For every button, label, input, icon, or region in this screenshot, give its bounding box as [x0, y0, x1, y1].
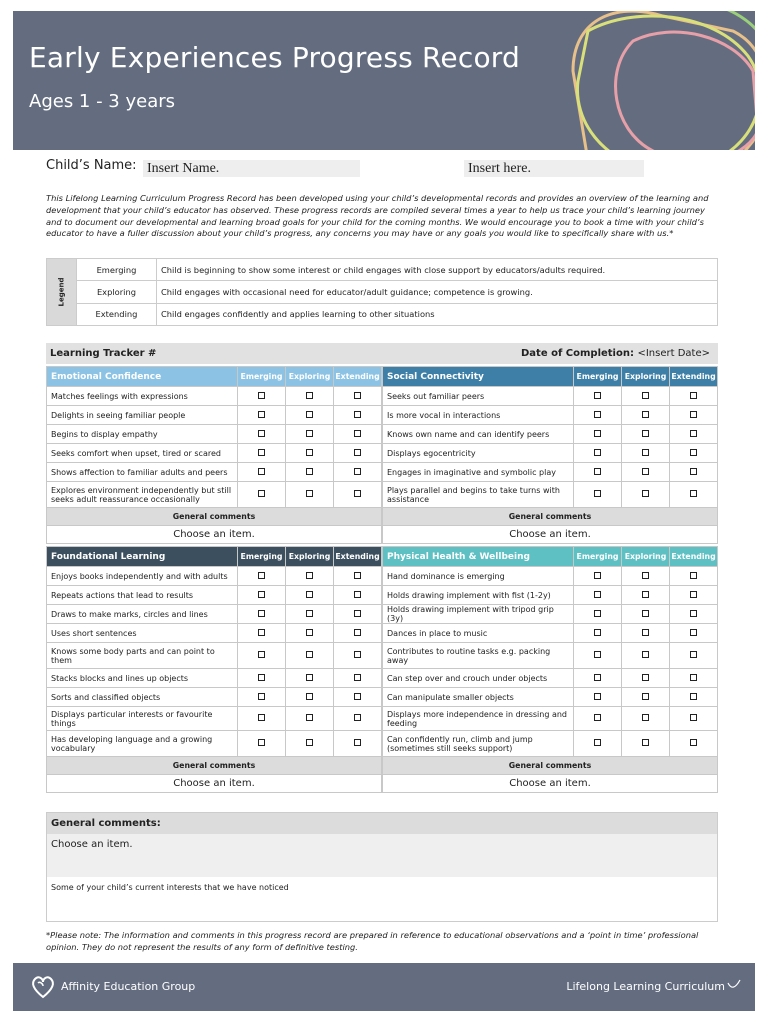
- checkbox-cell: [334, 643, 382, 669]
- checkbox-cell: [238, 425, 286, 444]
- checkbox-exploring[interactable]: [642, 610, 649, 617]
- checkbox-extending[interactable]: [354, 430, 361, 437]
- skill-label: Holds drawing implement with tripod grip (3y): [383, 605, 574, 624]
- table-row: [383, 624, 718, 643]
- skill-label: Can confidently run, climb and jump (sometimes still seeks support): [383, 731, 574, 757]
- skill-label: Can step over and crouch under objects: [383, 669, 574, 688]
- checkbox-cell: [574, 707, 622, 731]
- checkbox-cell: [670, 624, 718, 643]
- checkbox-exploring[interactable]: [642, 430, 649, 437]
- checkbox-extending[interactable]: [354, 629, 361, 636]
- skill-label: Begins to display empathy: [47, 425, 238, 444]
- affinity-logo-icon: [29, 975, 57, 999]
- level-header-extending: Extending: [670, 547, 718, 567]
- emotional-confidence-section: [46, 366, 382, 544]
- checkbox-cell: [574, 387, 622, 406]
- checkbox-extending[interactable]: [690, 411, 697, 418]
- checkbox-emerging[interactable]: [258, 468, 265, 475]
- skill-label: Uses short sentences: [47, 624, 238, 643]
- checkbox-cell: [622, 731, 670, 757]
- skill-label: Stacks blocks and lines up objects: [47, 669, 238, 688]
- checkbox-cell: [574, 669, 622, 688]
- checkbox-cell: [670, 605, 718, 624]
- checkbox-cell: [286, 605, 334, 624]
- checkbox-exploring[interactable]: [306, 490, 313, 497]
- checkbox-extending[interactable]: [354, 449, 361, 456]
- general-comments-label: General comments: [47, 508, 382, 526]
- checkbox-cell: [622, 586, 670, 605]
- checkbox-extending[interactable]: [354, 392, 361, 399]
- checkbox-cell: [334, 463, 382, 482]
- section-title: Social Connectivity: [383, 367, 574, 387]
- legend-description: Child engages with occasional need for educator/adult guidance; competence is growing.: [156, 281, 717, 303]
- level-header-emerging: Emerging: [574, 547, 622, 567]
- checkbox-extending[interactable]: [690, 468, 697, 475]
- general-comments-label: General comments: [383, 757, 718, 775]
- checkbox-cell: [574, 425, 622, 444]
- checkbox-cell: [670, 482, 718, 508]
- skill-label: Enjoys books independently and with adults: [47, 567, 238, 586]
- skill-label: Contributes to routine tasks e.g. packing away: [383, 643, 574, 669]
- checkbox-emerging[interactable]: [258, 610, 265, 617]
- checkbox-cell: [334, 586, 382, 605]
- table-row: [383, 669, 718, 688]
- table-row: [47, 387, 382, 406]
- checkbox-cell: [574, 567, 622, 586]
- intro-paragraph: This Lifelong Learning Curriculum Progress Record has been developed using your child’s developmental records and provides an overview of the learning and development that your child’s educator has observed. These progress records are compiled several times a year to help us trace your child’s learning journey and to document our developmental and learning broad goals for your child for the coming months. We would encourage you to book a time with your child’s educator to have a fuller discussion about your child’s progress, any concerns you may have or any goals you would like to specifically share with us.*: [46, 193, 709, 239]
- checkbox-extending[interactable]: [354, 490, 361, 497]
- choose-item-dropdown[interactable]: Choose an item.: [383, 526, 718, 544]
- checkbox-emerging[interactable]: [594, 693, 601, 700]
- checkbox-exploring[interactable]: [642, 674, 649, 681]
- table-row: [383, 425, 718, 444]
- checkbox-cell: [334, 482, 382, 508]
- checkbox-extending[interactable]: [690, 392, 697, 399]
- page-footer: [13, 963, 755, 1011]
- skill-label: Seeks comfort when upset, tired or scared: [47, 444, 238, 463]
- skill-label: Draws to make marks, circles and lines: [47, 605, 238, 624]
- checkbox-exploring[interactable]: [306, 610, 313, 617]
- checkbox-emerging[interactable]: [258, 449, 265, 456]
- checkbox-cell: [334, 605, 382, 624]
- skill-label: Explores environment independently but still seeks adult reassurance occasionally: [47, 482, 238, 508]
- table-row: [47, 688, 382, 707]
- checkbox-cell: [238, 688, 286, 707]
- level-header-exploring: Exploring: [622, 547, 670, 567]
- table-row: [47, 482, 382, 508]
- checkbox-cell: [286, 688, 334, 707]
- checkbox-extending[interactable]: [690, 572, 697, 579]
- checkbox-cell: [238, 463, 286, 482]
- curriculum-brand-text: Lifelong Learning Curriculum: [566, 980, 725, 993]
- checkbox-exploring[interactable]: [642, 468, 649, 475]
- checkbox-cell: [286, 643, 334, 669]
- checkbox-cell: [334, 567, 382, 586]
- checkbox-emerging[interactable]: [594, 411, 601, 418]
- checkbox-extending[interactable]: [354, 693, 361, 700]
- checkbox-emerging[interactable]: [258, 490, 265, 497]
- checkbox-cell: [574, 731, 622, 757]
- checkbox-emerging[interactable]: [258, 411, 265, 418]
- skill-label: Knows some body parts and can point to them: [47, 643, 238, 669]
- checkbox-exploring[interactable]: [642, 392, 649, 399]
- checkbox-exploring[interactable]: [306, 629, 313, 636]
- skill-label: Dances in place to music: [383, 624, 574, 643]
- level-header-exploring: Exploring: [286, 367, 334, 387]
- checkbox-cell: [334, 669, 382, 688]
- checkbox-emerging[interactable]: [258, 430, 265, 437]
- choose-item-dropdown[interactable]: Choose an item.: [47, 526, 382, 544]
- general-comments-dropdown[interactable]: Choose an item.: [47, 834, 717, 877]
- checkbox-extending[interactable]: [354, 572, 361, 579]
- checkbox-cell: [622, 643, 670, 669]
- skill-label: Displays more independence in dressing and feeding: [383, 707, 574, 731]
- checkbox-extending[interactable]: [690, 610, 697, 617]
- table-row: [47, 605, 382, 624]
- checkbox-cell: [238, 643, 286, 669]
- insert-here-field[interactable]: Insert here.: [464, 160, 644, 177]
- checkbox-cell: [334, 444, 382, 463]
- checkbox-extending[interactable]: [354, 739, 361, 746]
- checkbox-emerging[interactable]: [594, 572, 601, 579]
- checkbox-emerging[interactable]: [594, 449, 601, 456]
- checkbox-cell: [622, 567, 670, 586]
- checkbox-emerging[interactable]: [594, 629, 601, 636]
- checkbox-cell: [238, 567, 286, 586]
- checkbox-cell: [238, 669, 286, 688]
- checkbox-extending[interactable]: [354, 651, 361, 658]
- checkbox-extending[interactable]: [690, 490, 697, 497]
- checkbox-extending[interactable]: [690, 591, 697, 598]
- section-title: Emotional Confidence: [47, 367, 238, 387]
- checkbox-cell: [334, 387, 382, 406]
- checkbox-cell: [670, 387, 718, 406]
- checkbox-cell: [286, 624, 334, 643]
- table-row: [383, 643, 718, 669]
- skill-label: Holds drawing implement with fist (1-2y): [383, 586, 574, 605]
- checkbox-cell: [622, 406, 670, 425]
- checkbox-cell: [622, 444, 670, 463]
- checkbox-exploring[interactable]: [642, 693, 649, 700]
- checkbox-extending[interactable]: [354, 411, 361, 418]
- checkbox-cell: [286, 482, 334, 508]
- current-interests-field[interactable]: Some of your child’s current interests that we have noticed: [51, 883, 289, 892]
- checkbox-exploring[interactable]: [642, 651, 649, 658]
- legend-table: [46, 258, 718, 326]
- table-row: [47, 444, 382, 463]
- checkbox-emerging[interactable]: [594, 392, 601, 399]
- level-header-emerging: Emerging: [574, 367, 622, 387]
- checkbox-cell: [334, 707, 382, 731]
- checkbox-cell: [670, 425, 718, 444]
- childs-name-field[interactable]: Insert Name.: [143, 160, 360, 177]
- skill-label: Is more vocal in interactions: [383, 406, 574, 425]
- checkbox-cell: [334, 624, 382, 643]
- learning-tracker-bar: [46, 343, 718, 364]
- level-header-emerging: Emerging: [238, 367, 286, 387]
- section-title: Physical Health & Wellbeing: [383, 547, 574, 567]
- checkbox-emerging[interactable]: [594, 714, 601, 721]
- physical-health-section: [382, 546, 718, 793]
- choose-item-dropdown[interactable]: Choose an item.: [383, 775, 718, 793]
- checkbox-extending[interactable]: [354, 714, 361, 721]
- disclaimer-note: *Please note: The information and comments in this progress record are prepared in reference to educational observations and a ‘point in time’ professional opinion. They do not represent the results of any form of definitive testing.: [46, 930, 699, 952]
- level-header-extending: Extending: [334, 367, 382, 387]
- checkbox-emerging[interactable]: [258, 591, 265, 598]
- checkbox-cell: [286, 387, 334, 406]
- skill-label: Repeats actions that lead to results: [47, 586, 238, 605]
- legend-description: Child engages confidently and applies learning to other situations: [156, 303, 717, 325]
- checkbox-cell: [238, 387, 286, 406]
- skill-label: Seeks out familiar peers: [383, 387, 574, 406]
- checkbox-cell: [670, 669, 718, 688]
- checkbox-exploring[interactable]: [306, 714, 313, 721]
- checkbox-cell: [574, 605, 622, 624]
- table-row: [383, 731, 718, 757]
- skill-label: Matches feelings with expressions: [47, 387, 238, 406]
- checkbox-cell: [622, 707, 670, 731]
- checkbox-cell: [622, 605, 670, 624]
- checkbox-exploring[interactable]: [642, 629, 649, 636]
- checkbox-exploring[interactable]: [306, 591, 313, 598]
- childs-name-label: Child’s Name:: [46, 158, 137, 173]
- checkbox-emerging[interactable]: [258, 392, 265, 399]
- checkbox-cell: [574, 643, 622, 669]
- table-row: [47, 567, 382, 586]
- checkbox-emerging[interactable]: [594, 651, 601, 658]
- checkbox-exploring[interactable]: [642, 714, 649, 721]
- table-row: [47, 624, 382, 643]
- checkbox-cell: [670, 444, 718, 463]
- skill-label: Has developing language and a growing vocabulary: [47, 731, 238, 757]
- checkbox-emerging[interactable]: [594, 610, 601, 617]
- table-row: [383, 707, 718, 731]
- checkbox-cell: [574, 463, 622, 482]
- checkbox-cell: [670, 586, 718, 605]
- checkbox-exploring[interactable]: [306, 468, 313, 475]
- checkbox-cell: [286, 586, 334, 605]
- checkbox-cell: [574, 406, 622, 425]
- checkbox-exploring[interactable]: [642, 490, 649, 497]
- skill-label: Engages in imaginative and symbolic play: [383, 463, 574, 482]
- general-comments-title: General comments:: [47, 813, 717, 834]
- checkbox-cell: [574, 586, 622, 605]
- checkbox-emerging[interactable]: [594, 674, 601, 681]
- checkbox-extending[interactable]: [690, 714, 697, 721]
- level-header-exploring: Exploring: [286, 547, 334, 567]
- checkbox-cell: [286, 707, 334, 731]
- checkbox-cell: [286, 669, 334, 688]
- checkbox-extending[interactable]: [690, 651, 697, 658]
- checkbox-exploring[interactable]: [306, 572, 313, 579]
- legend-side-label: Legend: [47, 259, 77, 326]
- skill-label: Displays egocentricity: [383, 444, 574, 463]
- checkbox-cell: [286, 425, 334, 444]
- skill-label: Plays parallel and begins to take turns with assistance: [383, 482, 574, 508]
- page-subtitle: Ages 1 - 3 years: [29, 91, 176, 112]
- checkbox-cell: [574, 482, 622, 508]
- checkbox-cell: [622, 482, 670, 508]
- table-row: [383, 463, 718, 482]
- checkbox-cell: [238, 707, 286, 731]
- checkbox-cell: [670, 567, 718, 586]
- checkbox-emerging[interactable]: [258, 693, 265, 700]
- checkbox-extending[interactable]: [690, 430, 697, 437]
- skill-label: Shows affection to familiar adults and peers: [47, 463, 238, 482]
- checkbox-cell: [238, 482, 286, 508]
- date-of-completion-field[interactable]: <Insert Date>: [637, 348, 710, 359]
- legend-level: Extending: [76, 303, 156, 325]
- table-row: [47, 425, 382, 444]
- social-connectivity-section: [382, 366, 718, 544]
- table-row: [383, 688, 718, 707]
- checkbox-emerging[interactable]: [594, 591, 601, 598]
- checkbox-cell: [238, 586, 286, 605]
- legend-description: Child is beginning to show some interest or child engages with close support by educators/adults required.: [156, 259, 717, 281]
- checkbox-exploring[interactable]: [642, 572, 649, 579]
- level-header-emerging: Emerging: [238, 547, 286, 567]
- checkbox-extending[interactable]: [354, 610, 361, 617]
- checkbox-extending[interactable]: [690, 739, 697, 746]
- table-row: [47, 586, 382, 605]
- checkbox-cell: [622, 669, 670, 688]
- checkbox-cell: [574, 624, 622, 643]
- checkbox-exploring[interactable]: [306, 651, 313, 658]
- checkbox-emerging[interactable]: [594, 468, 601, 475]
- table-row: [383, 567, 718, 586]
- learning-tracker-label: Learning Tracker #: [50, 348, 157, 359]
- checkbox-emerging[interactable]: [258, 739, 265, 746]
- page-header: [13, 11, 755, 150]
- checkbox-cell: [238, 731, 286, 757]
- checkbox-cell: [334, 406, 382, 425]
- skill-label: Delights in seeing familiar people: [47, 406, 238, 425]
- affinity-brand-text: Affinity Education Group: [61, 980, 196, 993]
- level-header-extending: Extending: [670, 367, 718, 387]
- checkbox-exploring[interactable]: [642, 411, 649, 418]
- checkbox-extending[interactable]: [690, 693, 697, 700]
- checkbox-cell: [238, 605, 286, 624]
- checkbox-cell: [286, 444, 334, 463]
- checkbox-exploring[interactable]: [306, 693, 313, 700]
- table-row: [47, 463, 382, 482]
- checkbox-emerging[interactable]: [258, 651, 265, 658]
- skill-label: Displays particular interests or favourite things: [47, 707, 238, 731]
- checkbox-exploring[interactable]: [306, 739, 313, 746]
- checkbox-extending[interactable]: [690, 629, 697, 636]
- table-row: [383, 605, 718, 624]
- level-header-exploring: Exploring: [622, 367, 670, 387]
- checkbox-cell: [286, 406, 334, 425]
- checkbox-cell: [238, 444, 286, 463]
- checkbox-exploring[interactable]: [306, 449, 313, 456]
- checkbox-extending[interactable]: [354, 468, 361, 475]
- legend-level: Exploring: [76, 281, 156, 303]
- page-title: Early Experiences Progress Record: [29, 41, 520, 74]
- decorative-loops-graphic: [13, 11, 755, 150]
- checkbox-cell: [670, 731, 718, 757]
- table-row: [383, 586, 718, 605]
- level-header-extending: Extending: [334, 547, 382, 567]
- checkbox-emerging[interactable]: [258, 572, 265, 579]
- table-row: [47, 669, 382, 688]
- checkbox-emerging[interactable]: [594, 739, 601, 746]
- checkbox-exploring[interactable]: [306, 392, 313, 399]
- checkbox-cell: [622, 387, 670, 406]
- checkbox-exploring[interactable]: [306, 674, 313, 681]
- checkbox-cell: [286, 463, 334, 482]
- checkbox-cell: [622, 463, 670, 482]
- checkbox-cell: [238, 406, 286, 425]
- checkbox-extending[interactable]: [690, 674, 697, 681]
- table-row: [383, 406, 718, 425]
- date-of-completion-label: Date of Completion:: [520, 348, 634, 359]
- skill-label: Hand dominance is emerging: [383, 567, 574, 586]
- checkbox-cell: [670, 707, 718, 731]
- checkbox-cell: [670, 688, 718, 707]
- checkbox-cell: [622, 688, 670, 707]
- checkbox-cell: [238, 624, 286, 643]
- checkbox-cell: [334, 731, 382, 757]
- checkbox-exploring[interactable]: [642, 591, 649, 598]
- foundational-learning-section: [46, 546, 382, 793]
- checkbox-cell: [334, 688, 382, 707]
- checkbox-cell: [670, 406, 718, 425]
- table-row: [47, 406, 382, 425]
- general-comments-box: [46, 812, 718, 922]
- checkbox-cell: [574, 688, 622, 707]
- checkbox-cell: [286, 731, 334, 757]
- checkbox-cell: [334, 425, 382, 444]
- checkbox-cell: [286, 567, 334, 586]
- checkbox-emerging[interactable]: [594, 490, 601, 497]
- checkbox-cell: [670, 643, 718, 669]
- checkbox-exploring[interactable]: [306, 430, 313, 437]
- checkbox-cell: [622, 425, 670, 444]
- swoosh-icon: [727, 979, 741, 991]
- general-comments-label: General comments: [47, 757, 382, 775]
- skill-label: Can manipulate smaller objects: [383, 688, 574, 707]
- checkbox-exploring[interactable]: [306, 411, 313, 418]
- table-row: [47, 707, 382, 731]
- choose-item-dropdown[interactable]: Choose an item.: [47, 775, 382, 793]
- checkbox-emerging[interactable]: [258, 674, 265, 681]
- checkbox-extending[interactable]: [690, 449, 697, 456]
- section-title: Foundational Learning: [47, 547, 238, 567]
- checkbox-cell: [670, 463, 718, 482]
- table-row: [383, 482, 718, 508]
- checkbox-emerging[interactable]: [258, 714, 265, 721]
- checkbox-cell: [574, 444, 622, 463]
- general-comments-label: General comments: [383, 508, 718, 526]
- checkbox-exploring[interactable]: [642, 449, 649, 456]
- checkbox-emerging[interactable]: [594, 430, 601, 437]
- skill-label: Sorts and classified objects: [47, 688, 238, 707]
- table-row: [47, 643, 382, 669]
- checkbox-extending[interactable]: [354, 591, 361, 598]
- checkbox-exploring[interactable]: [642, 739, 649, 746]
- skill-label: Knows own name and can identify peers: [383, 425, 574, 444]
- table-row: [383, 387, 718, 406]
- table-row: [383, 444, 718, 463]
- checkbox-emerging[interactable]: [258, 629, 265, 636]
- table-row: [47, 731, 382, 757]
- checkbox-cell: [622, 624, 670, 643]
- checkbox-extending[interactable]: [354, 674, 361, 681]
- legend-level: Emerging: [76, 259, 156, 281]
